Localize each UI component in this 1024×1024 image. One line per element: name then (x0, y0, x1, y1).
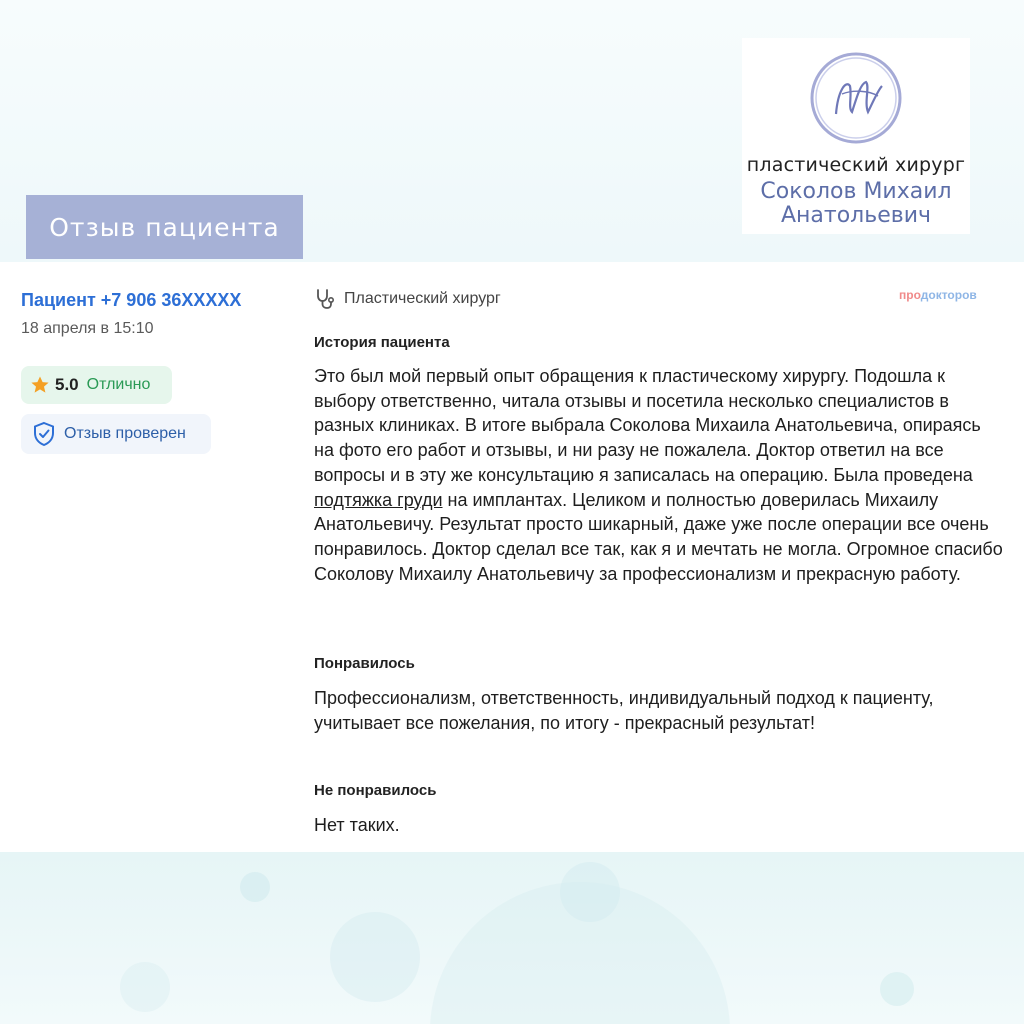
liked-text: Профессионализм, ответственность, индивидуальный подход к пациенту, учитывает все пожелания, по итогу - прекрасный результат! (314, 688, 934, 733)
background-bottom (0, 852, 1024, 1024)
shield-check-icon (32, 421, 56, 447)
rating-value: 5.0 (55, 375, 79, 394)
logo-patronymic: Анатольевич (780, 203, 931, 228)
decor-bubble (120, 962, 170, 1012)
rating-label: Отлично (86, 376, 151, 393)
decor-bubble (330, 912, 420, 1002)
source-logo-part1: про (899, 288, 921, 302)
logo (742, 38, 970, 234)
history-text-end: на имплантах. Целиком и полностью доверилась Михаилу Анатольевичу. Результат просто шикарный, даже уже после операции все очень понравилось. Доктор сделал все так, как я и мечтать не могла. Огромное спасибо Соколову Михаилу Анатольевичу за профессионализм и прекрасную работу. (314, 489, 1003, 584)
decor-bubble (880, 972, 914, 1006)
disliked-text: Нет таких. (314, 815, 400, 835)
decor-bubble (560, 862, 620, 922)
rating-badge (21, 366, 172, 404)
star-icon (30, 375, 50, 395)
history-text (314, 364, 1004, 586)
stethoscope-icon (314, 288, 336, 310)
liked-title: Понравилось (314, 655, 415, 672)
history-title: История пациента (314, 334, 450, 351)
review-author-link[interactable]: Пациент +7 906 36XXXXX (21, 290, 242, 310)
disliked-title: Не понравилось (314, 782, 437, 799)
verified-badge[interactable] (21, 414, 211, 454)
verified-label: Отзыв проверен (64, 425, 186, 442)
specialty-label: Пластический хирург (344, 290, 501, 307)
logo-subtitle: пластический хирург (746, 154, 966, 176)
monogram-logo (808, 50, 904, 146)
logo-name: Соколов Михаил (760, 179, 952, 204)
procedure-link[interactable]: подтяжка груди (314, 489, 443, 510)
decor-bubble (240, 872, 270, 902)
source-logo (899, 288, 977, 302)
page-title: Отзыв пациента (26, 195, 303, 259)
history-text-start: Это был мой первый опыт обращения к пластическому хирургу. Подошла к выбору ответственно, читала отзывы и посетила несколько специалистов в разных клиниках. В итоге выбрала Соколова Михаила Анатольевича, опираясь на фото его работ и отзывы, и ни разу не пожалела. Доктор ответил на все вопросы и в эту же консультацию я записалась на операцию. Была проведена (314, 366, 981, 485)
doctor-specialty (314, 288, 501, 310)
review-date: 18 апреля в 15:10 (21, 320, 154, 337)
source-logo-part2: докторов (920, 288, 977, 302)
